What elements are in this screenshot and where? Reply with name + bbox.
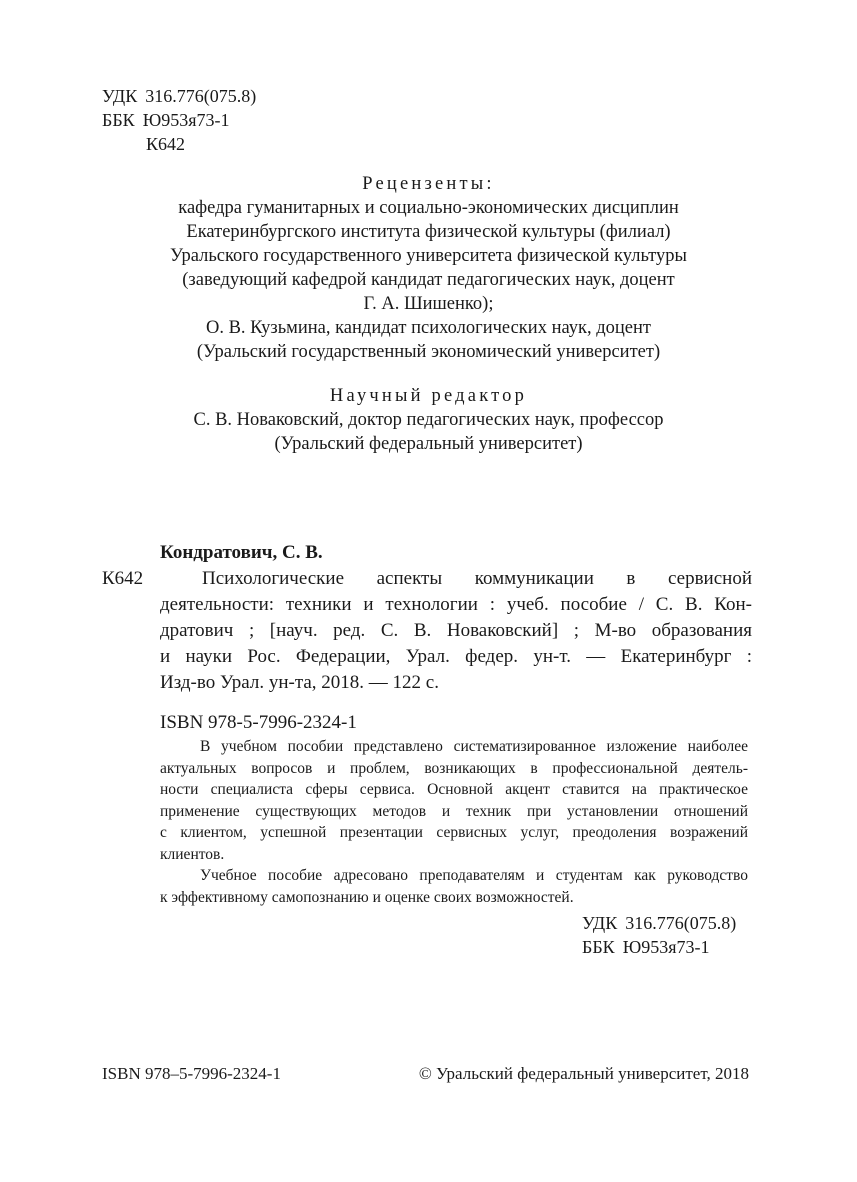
footer-isbn: ISBN 978–5-7996-2324-1 [102, 1064, 281, 1083]
abstract-line: клиентов. [160, 845, 225, 863]
udk-value-bottom: 316.776(075.8) [625, 913, 737, 933]
reviewers-heading: Рецензенты: [362, 174, 495, 194]
abstract-line: с клиентом, успешной презентации сервисных услуг, преодоления возражений [160, 824, 748, 841]
editor-heading: Научный редактор [329, 386, 528, 406]
author-mark-row [102, 132, 256, 156]
bbk-row [102, 108, 256, 132]
reviewer-line: (заведующий кафедрой кандидат педагогических наук, доцент [182, 270, 675, 290]
reviewer-line: Екатеринбургского института физической культуры (филиал) [186, 222, 671, 242]
udk-label: УДК [102, 86, 138, 106]
udk-label-bottom: УДК [582, 913, 618, 933]
bbk-value: Ю953я73-1 [142, 110, 230, 130]
reviewer-line: О. В. Кузьмина, кандидат психологических наук, доцент [205, 318, 651, 338]
description-line: и науки Рос. Федерации, Урал. федер. ун-т. — Екатеринбург : [160, 646, 752, 667]
bbk-label-bottom: ББК [582, 937, 615, 957]
bbk-value-bottom: Ю953я73-1 [622, 937, 710, 957]
abstract-line: Учебное пособие адресовано преподавателям и студентам как руководство [200, 867, 748, 884]
abstract-line: к эффективному самопознанию и оценке своих возможностей. [160, 888, 574, 906]
reviewer-line: кафедра гуманитарных и социально-экономических дисциплин [178, 198, 679, 218]
classification-codes-top [102, 84, 256, 156]
udk-value: 316.776(075.8) [145, 86, 257, 106]
reviewer-line: (Уральский государственный экономический университет) [196, 342, 661, 362]
classification-codes-bottom [582, 911, 736, 959]
bibliographic-entry [102, 540, 752, 736]
author-mark: К642 [146, 134, 186, 154]
bbk-row-bottom [582, 935, 736, 959]
reviewer-line: Г. А. Шишенко); [363, 294, 494, 314]
reviewer-line: Уральского государственного университета физической культуры [170, 246, 687, 266]
entry-isbn: ISBN 978-5-7996-2324-1 [160, 712, 357, 733]
entry-body [102, 566, 752, 696]
entry-index-mark: К642 [102, 568, 144, 589]
description-line: дратович ; [науч. ред. С. В. Новаковский] ; М-во образования [160, 620, 752, 641]
reviewers-block [80, 172, 777, 364]
udk-row-bottom [582, 911, 736, 935]
entry-author: Кондратович, С. В. [160, 542, 323, 563]
udk-row [102, 84, 256, 108]
abstract-line: ности специалиста сферы сервиса. Основной акцент ставится на практическое [160, 781, 748, 798]
abstract-line: актуальных вопросов и проблем, возникающих в профессиональной деятель- [160, 759, 748, 777]
description-line: деятельности: техники и технологии : учеб. пособие / С. В. Кон- [160, 594, 752, 615]
editor-line: (Уральский федеральный университет) [274, 434, 583, 454]
abstract-line: применение существующих методов и техник при установлении отношений [160, 802, 748, 820]
abstract-line: В учебном пособии представлено систематизированное изложение наиболее [200, 738, 748, 755]
editor-block [80, 384, 777, 456]
editor-line: С. В. Новаковский, доктор педагогических наук, профессор [193, 410, 664, 430]
footer-copyright: © Уральский федеральный университет, 2018 [418, 1064, 749, 1083]
description-line: Психологические аспекты коммуникации в сервисной [202, 568, 752, 589]
abstract [160, 736, 748, 908]
entry-description [160, 566, 752, 696]
bbk-label: ББК [102, 110, 135, 130]
description-line: Изд-во Урал. ун-та, 2018. — 122 с. [160, 672, 439, 693]
